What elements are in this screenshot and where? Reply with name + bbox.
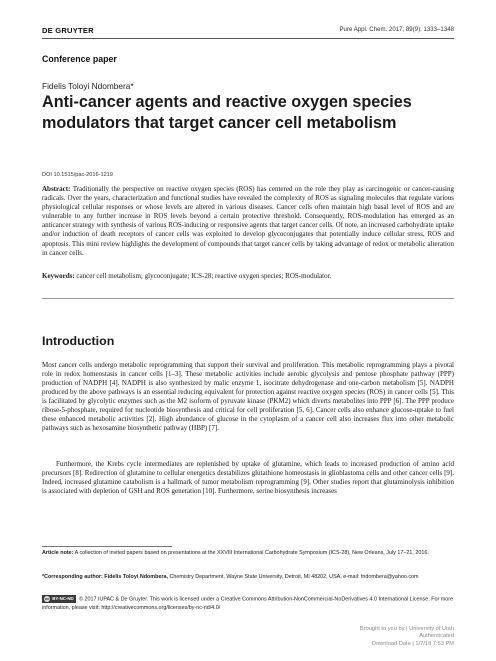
abstract [42,185,454,258]
keywords [42,272,454,281]
creative-commons-icon: cc BY-NC-ND [42,595,76,603]
intro-paragraph-1: Most cancer cells undergo metabolic reprogramming that support their survival and proliferation. This metabolic reprogramming plays a pivotal role in redox homeostasis in cancer cells [1–3]. These metabolic activities include aerobic glycolysis and pentose phosphate pathway (PPP) production of NADPH [4]. NADPH is also synthesized by malic enzyme 1, isocitrate dehydrogenase and one-carbon metabolism [5]. NADPH produced by the above pathways is an essential reducing equivalent for protection against reactive oxygen species (ROS) in cancer cells [5]. This is facilitated by glycolytic enzymes such as the M2 isoform of pyruvate kinase (PKM2) which diverts metabolites into PPP [6]. The PPP produce ribose-5-phosphate, required for nucleotide biosynthesis and critical for cell proliferation [5, 6]. Cancer cells also enhance glucose-uptake to fuel these enhanced metabolic activities [2]. High abundance of glucose in the cytoplasm of a cancer cell also increases flux into other metabolic pathways such as hexosamine biosynthetic pathway (HBP) [7]. [42,361,454,433]
watermark-line-3: Download Date | 1/7/18 7:53 PM [371,640,454,647]
license-note [42,595,454,612]
author-line: Fidelis Toloyi Ndombera* [42,81,134,91]
license-badge-label: BY-NC-ND [52,596,74,601]
article-note-text: A collection of invited papers based on presentations at the XXVIII International Carbohydrate Symposium (ICS-28), New Orleans, July 17–21, 2016. [74,550,429,556]
corresponding-author-label: *Corresponding author: Fidelis Toloyi Ndombera, [42,574,168,580]
download-watermark [284,626,454,648]
article-type: Conference paper [42,54,117,64]
keywords-text: cancer cell metabolism; glycoconjugate; ICS-28; reactive oxygen species; ROS-modulator. [76,272,332,280]
footnote-rule [42,546,172,547]
doi: DOI 10.1515/pac-2016-1219 [42,172,113,178]
running-header [42,26,454,38]
watermark-line-1: Brought to you by | University of Utah [359,626,454,632]
header-rule [42,38,454,39]
section-heading-introduction: Introduction [42,334,115,348]
section-divider [42,298,454,299]
keywords-label: Keywords: [42,272,75,280]
corresponding-author-text: Chemistry Department, Wayne State University, Detroit, MI 48202, USA, e-mail: fndombera@yahoo.com [169,574,419,580]
corresponding-author-note [42,573,454,581]
intro-paragraph-2: Furthermore, the Krebs cycle intermediates are replenished by uptake of glutamine, which leads to increased production of amino acid precursors [8]. Redirection of glutamine to cellular energetics destabilizes glutathione homeostasis in glioblastoma cells and other cancer cells [9]. Indeed, increased glutamine catabolism is a hallmark of tumor metabolism reprogramming [9]. Other studies report that glutaminolysis inhibition is associated with depletion of GSH and ROS generation [10]. Furthermore, serine biosynthesis increases [42,460,454,496]
abstract-text: Traditionally the perspective on reactive oxygen species (ROS) has centered on the role they play as carcinogenic or cancer-causing radicals. Over the years, characterization and functional studies have revealed the complexity of ROS as signaling molecules that regulate various physiological cellular responses or whose levels are altered in various diseases. Cancer cells often maintain high basal level of ROS and are vulnerable to any further increase in ROS levels beyond a certain protective threshold. Consequently, ROS-modulation has emerged as an anticancer strategy with synthesis of various ROS-inducing or responsive agents that target cancer cells. Of note, an increased carbohydrate uptake and/or induction of death receptors of cancer cells was exploited to develop glycoconjugates that potentially induce cellular stress, ROS and apoptosis. This mini review highlights the development of compounds that target cancer cells by taking advantage of redox or metabolic alteration in cancer cells. [42,185,455,257]
article-note-label: Article note: [42,550,74,556]
license-text: © 2017 IUPAC & De Gruyter. This work is licensed under a Creative Commons Attribution-NonCommercial-NoDerivatives 4.0 International License. For more information, please visit: http://creativecommons.org/licenses/by-nc-nd/4.0/ [42,596,454,611]
article-title: Anti-cancer agents and reactive oxygen species modulators that target cancer cell metabolism [42,93,412,132]
abstract-label: Abstract: [42,185,71,193]
watermark-line-2: Authenticated [419,633,454,640]
journal-reference: Pure Appl. Chem. 2017; 89(9): 1333–1348 [339,26,454,33]
publisher-name: DE GRUYTER [42,26,94,35]
article-note [42,549,454,557]
